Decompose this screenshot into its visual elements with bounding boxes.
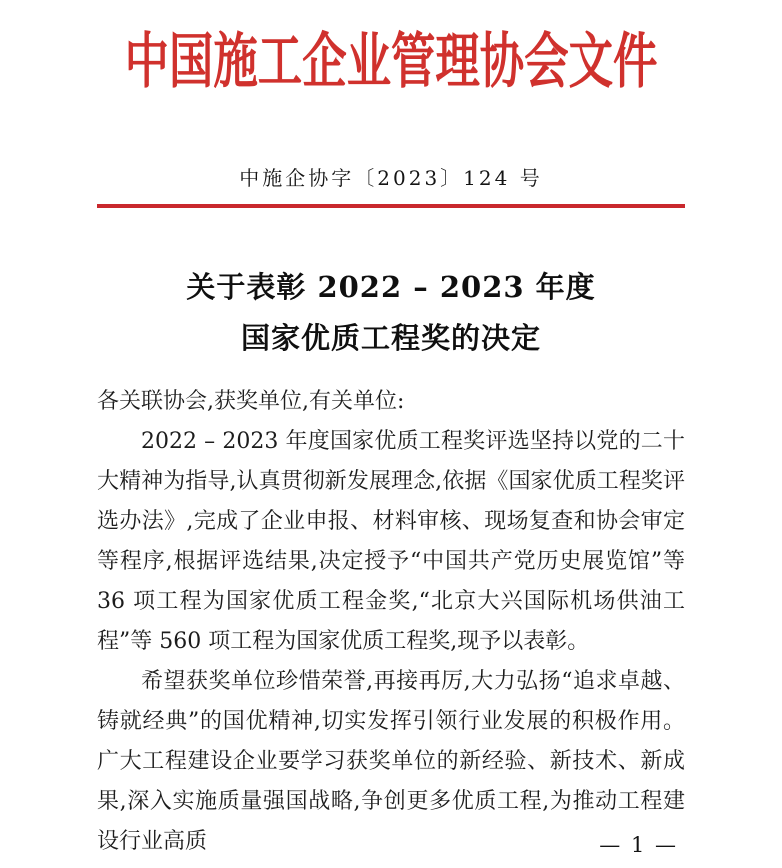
letterhead-title-text: 中国施工企业管理协会文件 xyxy=(124,27,658,97)
document-title xyxy=(0,262,782,364)
document-title-line2: 国家优质工程奖的决定 xyxy=(240,321,541,355)
page-number: — 1 — xyxy=(599,833,678,857)
body-paragraph: 希望获奖单位珍惜荣誉,再接再厉,大力弘扬“追求卓越、铸就经典”的国优精神,切实发挥引领行业发展的积极作用。广大工程建设企业要学习获奖单位的新经验、新技术、新成果,深入实施质量强国战略,争创更多优质工程,为推动工程建设行业高质 xyxy=(97,669,685,854)
document-number: 中施企协字〔2023〕124 号 xyxy=(239,166,543,190)
document-title-line1: 关于表彰 2022 – 2023 年度 xyxy=(186,270,596,304)
body-text xyxy=(97,382,685,862)
letterhead-title xyxy=(0,27,782,97)
body-paragraph: 2022 – 2023 年度国家优质工程奖评选坚持以党的二十大精神为指导,认真贯彻新发展理念,依据《国家优质工程奖评选办法》,完成了企业申报、材料审核、现场复查和协会审定等程序,根据评选结果,决定授予“中国共产党历史展览馆”等 36 项工程为国家优质工程金奖,“北京大兴国际机场供油工程”等 560 项工程为国家优质工程奖,现予以表彰。 xyxy=(97,429,685,654)
red-divider-rule xyxy=(97,204,685,208)
body-paragraph: 各关联协会,获奖单位,有关单位: xyxy=(97,389,405,414)
